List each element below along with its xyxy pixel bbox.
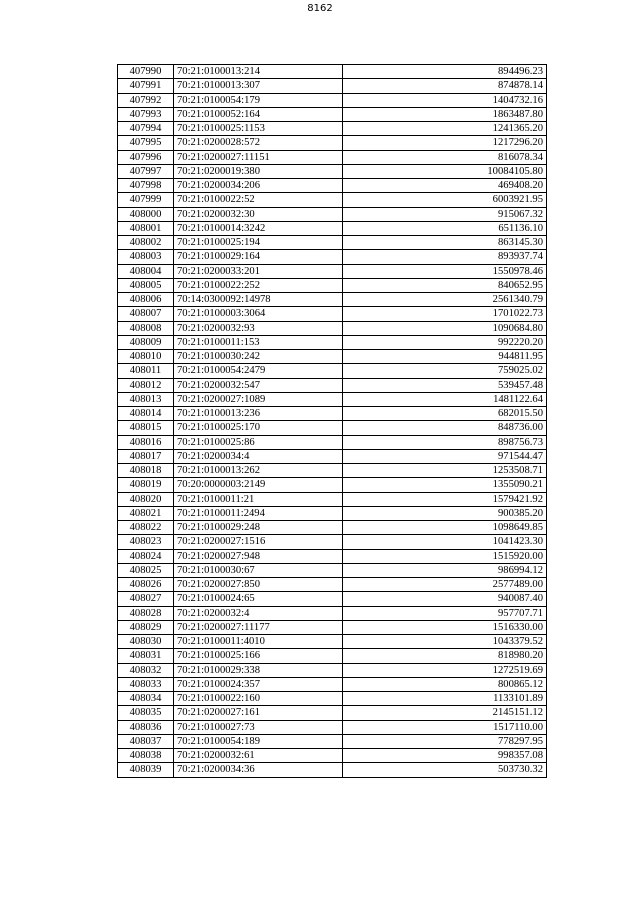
cadastral-number-cell: 70:21:0200032:547 <box>174 378 343 392</box>
table-row <box>118 93 547 107</box>
cadastral-number-cell: 70:21:0200019:380 <box>174 164 343 178</box>
row-number-cell: 407995 <box>118 136 174 150</box>
table-row <box>118 563 547 577</box>
cadastral-number-cell: 70:21:0200027:1516 <box>174 535 343 549</box>
table-row <box>118 236 547 250</box>
row-number-cell: 408008 <box>118 321 174 335</box>
cadastral-value-cell: 898756.73 <box>343 435 547 449</box>
table-row <box>118 378 547 392</box>
cadastral-value-table <box>117 64 547 778</box>
row-number-cell: 408034 <box>118 692 174 706</box>
cadastral-value-cell: 1098649.85 <box>343 521 547 535</box>
cadastral-number-cell: 70:21:0200028:572 <box>174 136 343 150</box>
cadastral-value-cell: 1043379.52 <box>343 635 547 649</box>
cadastral-value-cell: 957707.71 <box>343 606 547 620</box>
table-row <box>118 321 547 335</box>
cadastral-number-cell: 70:21:0200034:36 <box>174 763 343 777</box>
cadastral-number-cell: 70:21:0100013:214 <box>174 65 343 79</box>
table-row <box>118 677 547 691</box>
cadastral-number-cell: 70:21:0100025:166 <box>174 649 343 663</box>
cadastral-value-cell: 759025.02 <box>343 364 547 378</box>
cadastral-number-cell: 70:21:0200032:4 <box>174 606 343 620</box>
cadastral-number-cell: 70:21:0100022:160 <box>174 692 343 706</box>
table-row <box>118 421 547 435</box>
cadastral-number-cell: 70:20:0000003:2149 <box>174 478 343 492</box>
cadastral-value-cell: 2577489.00 <box>343 578 547 592</box>
table-row <box>118 663 547 677</box>
table-row <box>118 506 547 520</box>
table-row <box>118 207 547 221</box>
cadastral-number-cell: 70:21:0100011:2494 <box>174 506 343 520</box>
cadastral-value-cell: 940087.40 <box>343 592 547 606</box>
row-number-cell: 408020 <box>118 492 174 506</box>
row-number-cell: 408007 <box>118 307 174 321</box>
cadastral-number-cell: 70:21:0100029:338 <box>174 663 343 677</box>
row-number-cell: 407991 <box>118 79 174 93</box>
cadastral-number-cell: 70:21:0100027:73 <box>174 720 343 734</box>
row-number-cell: 408033 <box>118 677 174 691</box>
cadastral-number-cell: 70:21:0100054:189 <box>174 734 343 748</box>
cadastral-value-cell: 1217296.20 <box>343 136 547 150</box>
cadastral-value-cell: 503730.32 <box>343 763 547 777</box>
cadastral-number-cell: 70:21:0100054:179 <box>174 93 343 107</box>
cadastral-number-cell: 70:21:0100003:3064 <box>174 307 343 321</box>
table-row <box>118 635 547 649</box>
cadastral-number-cell: 70:21:0100011:4010 <box>174 635 343 649</box>
row-number-cell: 408027 <box>118 592 174 606</box>
cadastral-number-cell: 70:21:0100029:248 <box>174 521 343 535</box>
cadastral-value-cell: 1515920.00 <box>343 549 547 563</box>
table-body <box>118 65 547 778</box>
cadastral-value-cell: 2561340.79 <box>343 293 547 307</box>
row-number-cell: 408003 <box>118 250 174 264</box>
row-number-cell: 408014 <box>118 407 174 421</box>
table-row <box>118 606 547 620</box>
row-number-cell: 408023 <box>118 535 174 549</box>
cadastral-value-cell: 1090684.80 <box>343 321 547 335</box>
row-number-cell: 408005 <box>118 278 174 292</box>
table-row <box>118 392 547 406</box>
table-row <box>118 79 547 93</box>
table-row <box>118 364 547 378</box>
row-number-cell: 408028 <box>118 606 174 620</box>
cadastral-number-cell: 70:21:0200027:1089 <box>174 392 343 406</box>
row-number-cell: 407996 <box>118 150 174 164</box>
cadastral-value-cell: 848736.00 <box>343 421 547 435</box>
cadastral-value-cell: 1355090.21 <box>343 478 547 492</box>
cadastral-number-cell: 70:21:0100013:307 <box>174 79 343 93</box>
table-row <box>118 521 547 535</box>
table-row <box>118 706 547 720</box>
row-number-cell: 408016 <box>118 435 174 449</box>
cadastral-value-cell: 818980.20 <box>343 649 547 663</box>
cadastral-value-cell: 816078.34 <box>343 150 547 164</box>
row-number-cell: 408026 <box>118 578 174 592</box>
row-number-cell: 408038 <box>118 749 174 763</box>
cadastral-number-cell: 70:21:0100025:194 <box>174 236 343 250</box>
cadastral-value-cell: 469408.20 <box>343 179 547 193</box>
cadastral-number-cell: 70:21:0100022:252 <box>174 278 343 292</box>
cadastral-number-cell: 70:21:0200027:948 <box>174 549 343 563</box>
cadastral-number-cell: 70:14:0300092:14978 <box>174 293 343 307</box>
row-number-cell: 408031 <box>118 649 174 663</box>
cadastral-value-cell: 992220.20 <box>343 335 547 349</box>
cadastral-value-cell: 1517110.00 <box>343 720 547 734</box>
row-number-cell: 408001 <box>118 221 174 235</box>
cadastral-number-cell: 70:21:0100013:236 <box>174 407 343 421</box>
cadastral-number-cell: 70:21:0100054:2479 <box>174 364 343 378</box>
row-number-cell: 408037 <box>118 734 174 748</box>
row-number-cell: 408021 <box>118 506 174 520</box>
cadastral-number-cell: 70:21:0100013:262 <box>174 464 343 478</box>
row-number-cell: 408017 <box>118 449 174 463</box>
table-row <box>118 150 547 164</box>
row-number-cell: 408024 <box>118 549 174 563</box>
cadastral-value-cell: 893937.74 <box>343 250 547 264</box>
cadastral-value-cell: 10084105.80 <box>343 164 547 178</box>
cadastral-number-cell: 70:21:0200034:4 <box>174 449 343 463</box>
cadastral-number-cell: 70:21:0100011:21 <box>174 492 343 506</box>
cadastral-value-cell: 651136.10 <box>343 221 547 235</box>
table-row <box>118 763 547 777</box>
row-number-cell: 408015 <box>118 421 174 435</box>
cadastral-value-cell: 863145.30 <box>343 236 547 250</box>
cadastral-value-cell: 1579421.92 <box>343 492 547 506</box>
cadastral-value-cell: 800865.12 <box>343 677 547 691</box>
cadastral-number-cell: 70:21:0100024:357 <box>174 677 343 691</box>
row-number-cell: 408010 <box>118 350 174 364</box>
cadastral-number-cell: 70:21:0100029:164 <box>174 250 343 264</box>
cadastral-number-cell: 70:21:0100022:52 <box>174 193 343 207</box>
row-number-cell: 408029 <box>118 620 174 634</box>
cadastral-value-cell: 778297.95 <box>343 734 547 748</box>
table-row <box>118 749 547 763</box>
cadastral-value-cell: 986994.12 <box>343 563 547 577</box>
table-row <box>118 221 547 235</box>
table-row <box>118 65 547 79</box>
row-number-cell: 408022 <box>118 521 174 535</box>
table-row <box>118 350 547 364</box>
table-row <box>118 578 547 592</box>
row-number-cell: 407993 <box>118 107 174 121</box>
cadastral-number-cell: 70:21:0100024:65 <box>174 592 343 606</box>
cadastral-value-cell: 682015.50 <box>343 407 547 421</box>
cadastral-value-cell: 1253508.71 <box>343 464 547 478</box>
cadastral-value-cell: 1041423.30 <box>343 535 547 549</box>
cadastral-value-cell: 998357.08 <box>343 749 547 763</box>
cadastral-value-cell: 1550978.46 <box>343 264 547 278</box>
cadastral-value-cell: 2145151.12 <box>343 706 547 720</box>
cadastral-number-cell: 70:21:0100025:86 <box>174 435 343 449</box>
table-row <box>118 692 547 706</box>
table-row <box>118 122 547 136</box>
cadastral-value-cell: 874878.14 <box>343 79 547 93</box>
table-row <box>118 250 547 264</box>
cadastral-number-cell: 70:21:0200032:61 <box>174 749 343 763</box>
table-row <box>118 407 547 421</box>
cadastral-number-cell: 70:21:0200032:30 <box>174 207 343 221</box>
cadastral-number-cell: 70:21:0200032:93 <box>174 321 343 335</box>
table-row <box>118 535 547 549</box>
table-row <box>118 592 547 606</box>
cadastral-value-cell: 944811.95 <box>343 350 547 364</box>
cadastral-number-cell: 70:21:0100030:67 <box>174 563 343 577</box>
cadastral-value-cell: 1863487.80 <box>343 107 547 121</box>
row-number-cell: 408009 <box>118 335 174 349</box>
row-number-cell: 408035 <box>118 706 174 720</box>
cadastral-value-cell: 915067.32 <box>343 207 547 221</box>
cadastral-number-cell: 70:21:0100014:3242 <box>174 221 343 235</box>
table-row <box>118 620 547 634</box>
cadastral-value-cell: 539457.48 <box>343 378 547 392</box>
row-number-cell: 408013 <box>118 392 174 406</box>
cadastral-value-cell: 1272519.69 <box>343 663 547 677</box>
table-row <box>118 179 547 193</box>
table-row <box>118 478 547 492</box>
row-number-cell: 408011 <box>118 364 174 378</box>
table-row <box>118 649 547 663</box>
row-number-cell: 408039 <box>118 763 174 777</box>
cadastral-value-cell: 1404732.16 <box>343 93 547 107</box>
row-number-cell: 408000 <box>118 207 174 221</box>
row-number-cell: 407997 <box>118 164 174 178</box>
cadastral-value-cell: 894496.23 <box>343 65 547 79</box>
table-row <box>118 549 547 563</box>
row-number-cell: 407994 <box>118 122 174 136</box>
row-number-cell: 408030 <box>118 635 174 649</box>
page-number: 8162 <box>307 3 333 14</box>
row-number-cell: 408004 <box>118 264 174 278</box>
table-row <box>118 492 547 506</box>
cadastral-number-cell: 70:21:0100030:242 <box>174 350 343 364</box>
table-row <box>118 435 547 449</box>
row-number-cell: 408006 <box>118 293 174 307</box>
table-row <box>118 107 547 121</box>
cadastral-number-cell: 70:21:0200034:206 <box>174 179 343 193</box>
table-row <box>118 734 547 748</box>
cadastral-number-cell: 70:21:0100025:1153 <box>174 122 343 136</box>
cadastral-value-cell: 1241365.20 <box>343 122 547 136</box>
cadastral-number-cell: 70:21:0100025:170 <box>174 421 343 435</box>
cadastral-number-cell: 70:21:0200027:161 <box>174 706 343 720</box>
cadastral-value-cell: 1481122.64 <box>343 392 547 406</box>
row-number-cell: 408018 <box>118 464 174 478</box>
row-number-cell: 408036 <box>118 720 174 734</box>
table-row <box>118 293 547 307</box>
row-number-cell: 407999 <box>118 193 174 207</box>
row-number-cell: 408002 <box>118 236 174 250</box>
cadastral-value-cell: 900385.20 <box>343 506 547 520</box>
cadastral-number-cell: 70:21:0200027:850 <box>174 578 343 592</box>
table-row <box>118 164 547 178</box>
row-number-cell: 408019 <box>118 478 174 492</box>
row-number-cell: 407990 <box>118 65 174 79</box>
cadastral-value-cell: 971544.47 <box>343 449 547 463</box>
cadastral-number-cell: 70:21:0200027:11151 <box>174 150 343 164</box>
row-number-cell: 407992 <box>118 93 174 107</box>
cadastral-number-cell: 70:21:0100052:164 <box>174 107 343 121</box>
table-row <box>118 335 547 349</box>
cadastral-value-cell: 6003921.95 <box>343 193 547 207</box>
row-number-cell: 408032 <box>118 663 174 677</box>
table-row <box>118 720 547 734</box>
cadastral-value-cell: 1133101.89 <box>343 692 547 706</box>
cadastral-number-cell: 70:21:0100011:153 <box>174 335 343 349</box>
cadastral-value-cell: 1701022.73 <box>343 307 547 321</box>
row-number-cell: 408025 <box>118 563 174 577</box>
cadastral-value-cell: 1516330.00 <box>343 620 547 634</box>
table-row <box>118 449 547 463</box>
cadastral-number-cell: 70:21:0200033:201 <box>174 264 343 278</box>
row-number-cell: 408012 <box>118 378 174 392</box>
cadastral-number-cell: 70:21:0200027:11177 <box>174 620 343 634</box>
table-row <box>118 264 547 278</box>
table-row <box>118 307 547 321</box>
table-row <box>118 193 547 207</box>
table-row <box>118 464 547 478</box>
cadastral-value-cell: 840652.95 <box>343 278 547 292</box>
table-row <box>118 278 547 292</box>
row-number-cell: 407998 <box>118 179 174 193</box>
table-row <box>118 136 547 150</box>
